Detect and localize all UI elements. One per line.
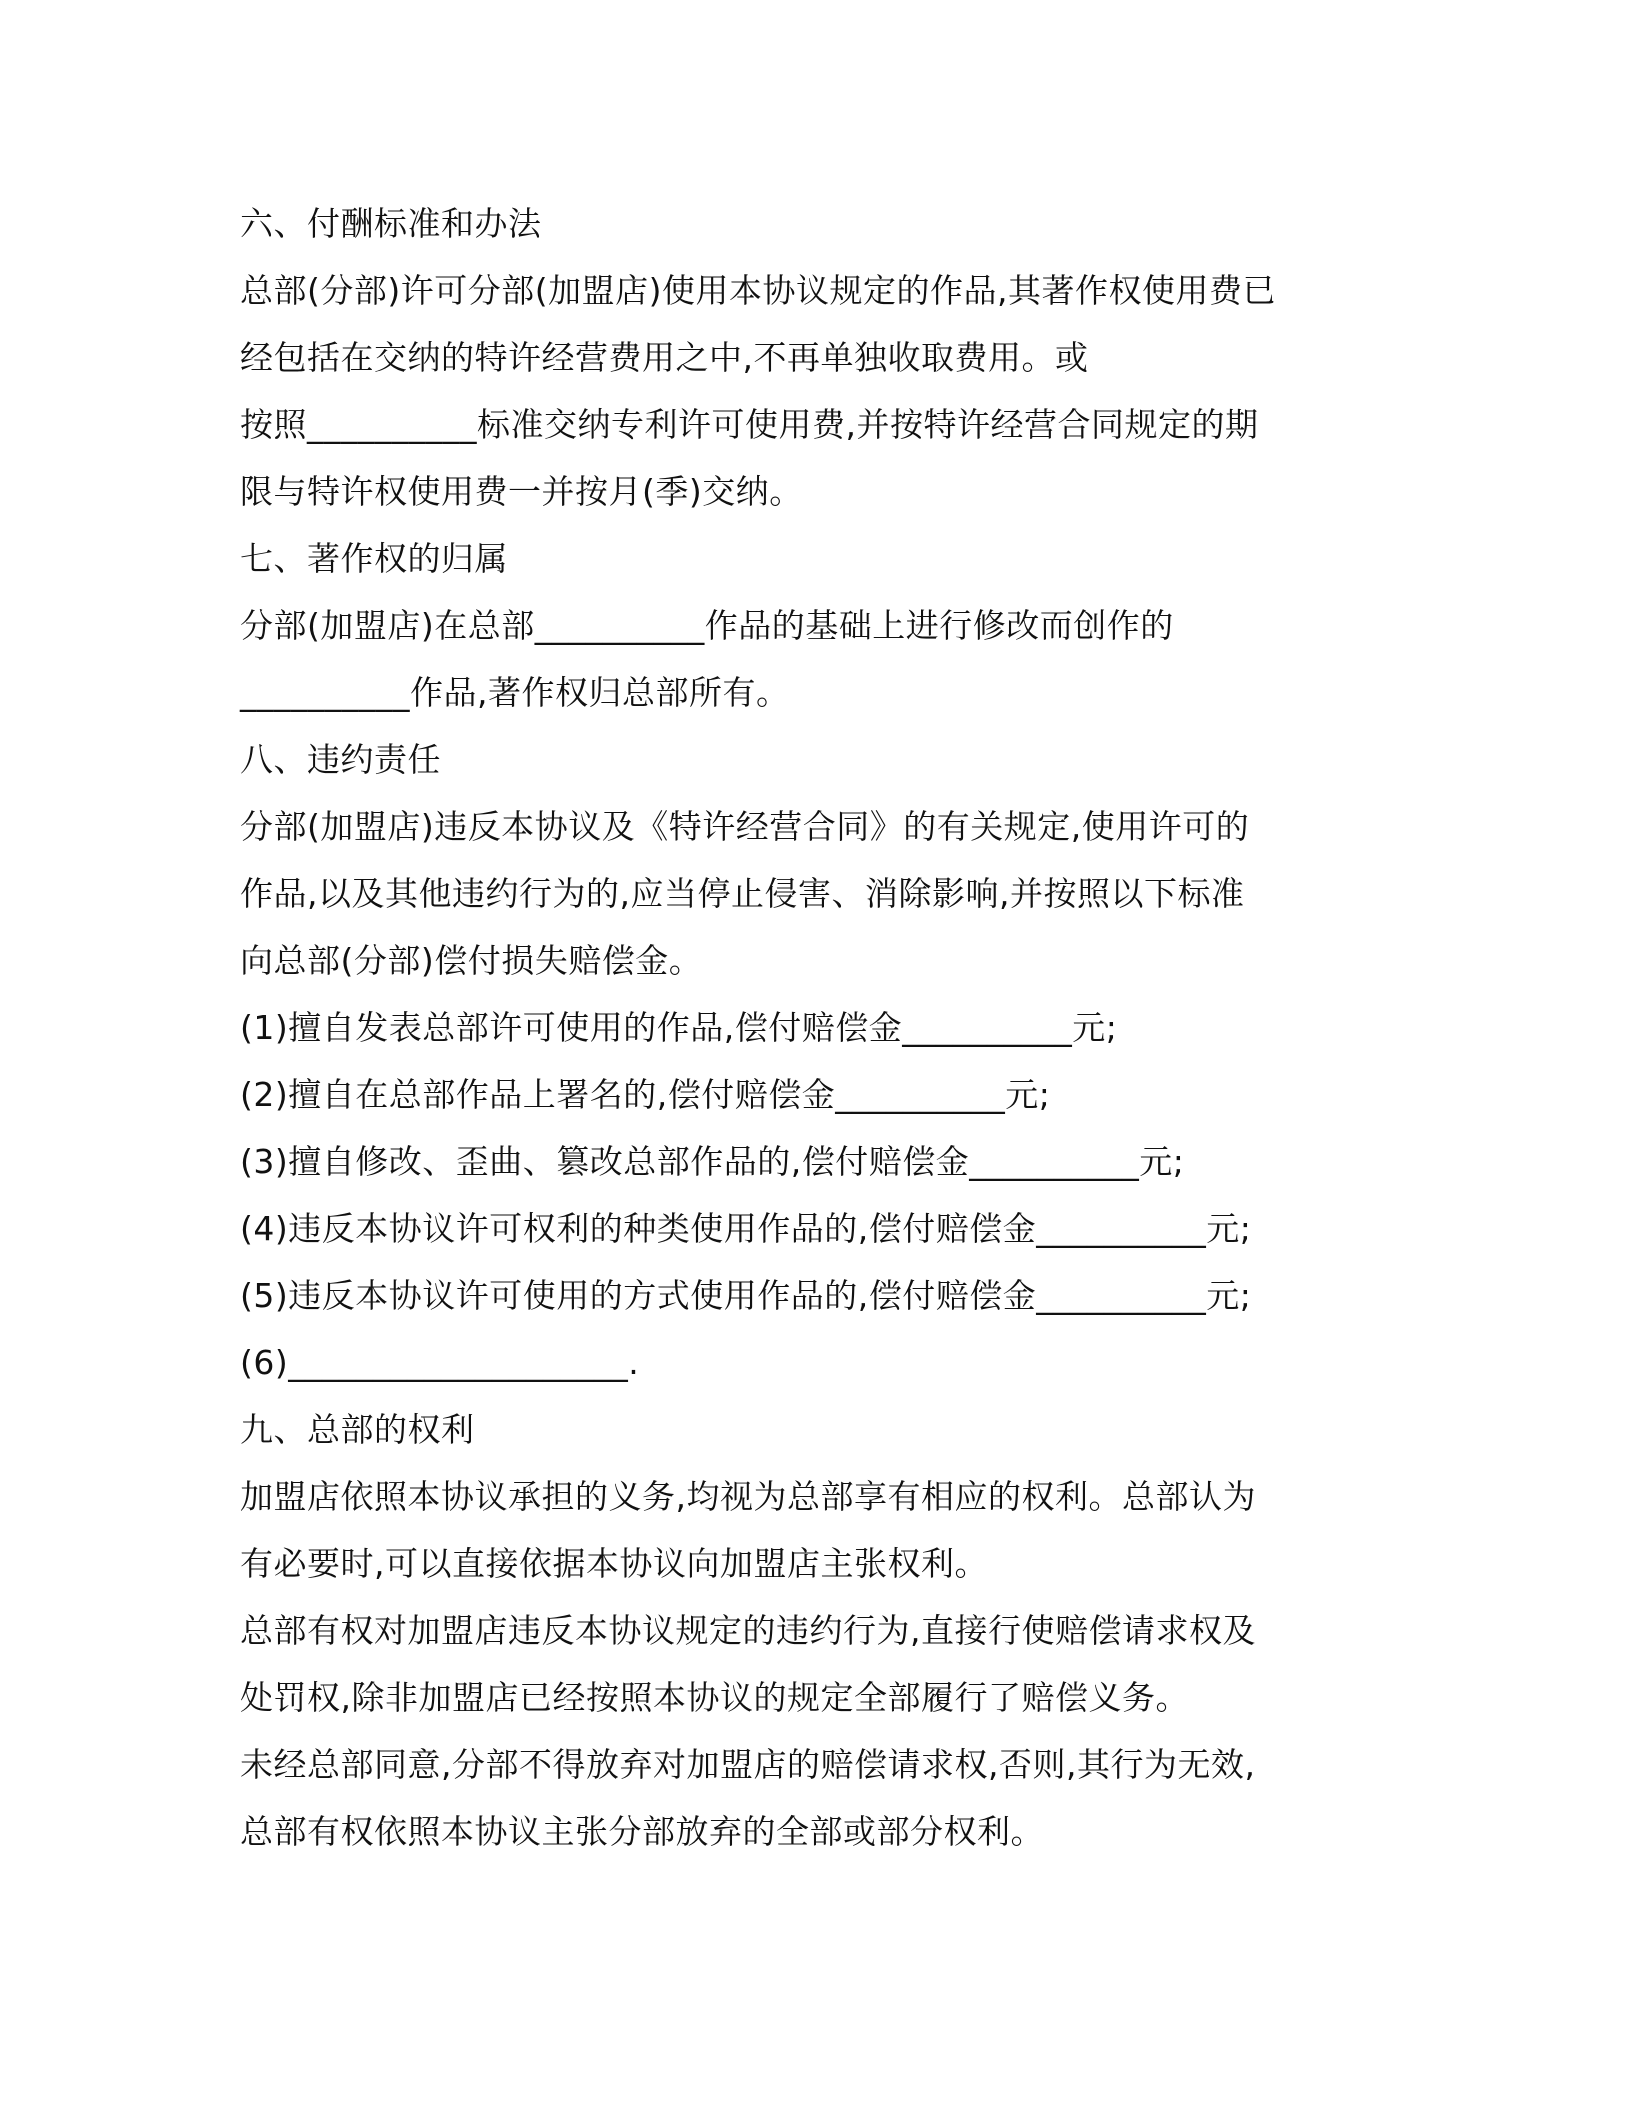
paragraph-line: 分部(加盟店)违反本协议及《特许经营合同》的有关规定,使用许可的 [240,807,1250,846]
paragraph-line: 加盟店依照本协议承担的义务,均视为总部享有相应的权利。总部认为 [240,1477,1256,1516]
paragraph-line: 向总部(分部)偿付损失赔偿金。 [240,941,703,980]
section-7-heading: 七、著作权的归属 [240,539,508,578]
list-item: (2)擅自在总部作品上署名的,偿付赔偿金__________元; [240,1075,1051,1114]
paragraph-line: 未经总部同意,分部不得放弃对加盟店的赔偿请求权,否则,其行为无效, [240,1745,1256,1784]
list-item: (4)违反本协议许可权利的种类使用作品的,偿付赔偿金__________元; [240,1209,1252,1248]
paragraph-line: 限与特许权使用费一并按月(季)交纳。 [240,472,803,511]
paragraph-line: 总部有权依照本协议主张分部放弃的全部或部分权利。 [240,1812,1044,1851]
paragraph-line: 分部(加盟店)在总部__________作品的基础上进行修改而创作的 [240,606,1174,645]
list-item: (1)擅自发表总部许可使用的作品,偿付赔偿金__________元; [240,1008,1118,1047]
section-6-heading: 六、付酬标准和办法 [240,204,542,243]
paragraph-line: __________作品,著作权归总部所有。 [240,673,790,712]
paragraph-line: 处罚权,除非加盟店已经按照本协议的规定全部履行了赔偿义务。 [240,1678,1189,1717]
list-item: (3)擅自修改、歪曲、篡改总部作品的,偿付赔偿金__________元; [240,1142,1185,1181]
document-body [240,190,1420,1865]
paragraph-line: 按照__________标准交纳专利许可使用费,并按特许经营合同规定的期 [240,405,1259,444]
paragraph-line: 有必要时,可以直接依据本协议向加盟店主张权利。 [240,1544,988,1583]
section-9-heading: 九、总部的权利 [240,1410,475,1449]
list-item: (5)违反本协议许可使用的方式使用作品的,偿付赔偿金__________元; [240,1276,1252,1315]
list-item: (6)____________________. [240,1343,640,1382]
section-8-heading: 八、违约责任 [240,740,441,779]
paragraph-line: 作品,以及其他违约行为的,应当停止侵害、消除影响,并按照以下标准 [240,874,1245,913]
paragraph-line: 经包括在交纳的特许经营费用之中,不再单独收取费用。或 [240,338,1089,377]
paragraph-line: 总部有权对加盟店违反本协议规定的违约行为,直接行使赔偿请求权及 [240,1611,1256,1650]
paragraph-line: 总部(分部)许可分部(加盟店)使用本协议规定的作品,其著作权使用费已 [240,271,1276,310]
